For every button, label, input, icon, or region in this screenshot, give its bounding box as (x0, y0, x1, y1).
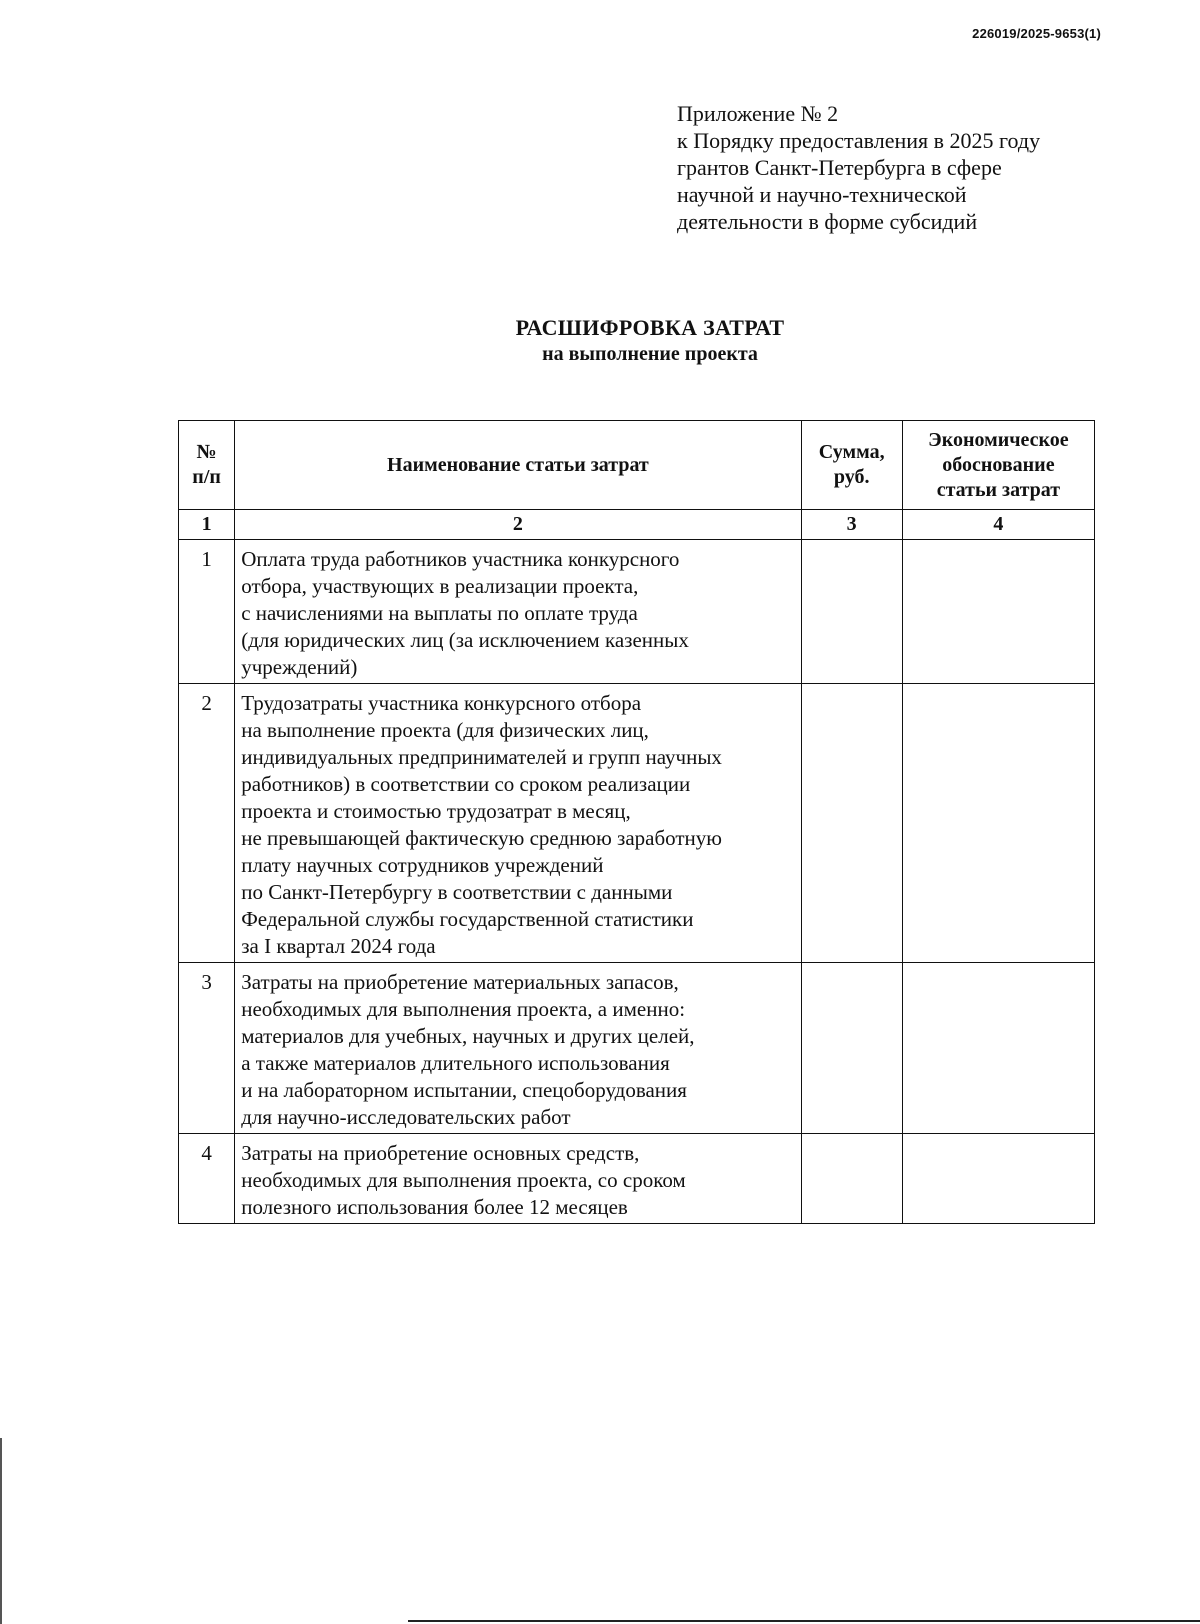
cost-item-line: не превышающей фактическую среднюю заработную (241, 826, 722, 850)
appendix-line: деятельности в форме субсидий (677, 209, 978, 234)
document-id: 226019/2025-9653(1) (972, 26, 1101, 41)
row-number: 1 (179, 540, 235, 684)
header-no-line: № (196, 441, 217, 463)
cost-item-line: Оплата труда работников участника конкурсного (241, 547, 680, 571)
column-number-row (179, 510, 1095, 540)
appendix-line: к Порядку предоставления в 2025 году (677, 128, 1041, 153)
header-justification-line: обоснование (942, 453, 1055, 476)
justification-cell (902, 540, 1094, 684)
header-no-line: п/п (192, 466, 221, 488)
document-title: РАСШИФРОВКА ЗАТРАТ (515, 315, 785, 340)
cost-item-name (235, 963, 801, 1134)
cost-item-line: а также материалов длительного использования (241, 1051, 670, 1075)
sum-cell (801, 963, 902, 1134)
cost-item-line: материалов для учебных, научных и других целей, (241, 1024, 695, 1048)
cost-item-line: Трудозатраты участника конкурсного отбора (241, 691, 642, 715)
justification-cell (902, 963, 1094, 1134)
cost-item-line: Затраты на приобретение материальных запасов, (241, 970, 679, 994)
appendix-line: грантов Санкт-Петербурга в сфере (677, 155, 1002, 180)
document-subtitle: на выполнение проекта (542, 343, 758, 365)
table-row (179, 540, 1095, 684)
cost-item-line: учреждений) (241, 655, 358, 679)
appendix-line: Приложение № 2 (677, 101, 839, 126)
sum-cell (801, 540, 902, 684)
header-justification-line: статьи затрат (936, 478, 1061, 501)
header-sum (801, 421, 902, 510)
cost-item-line: и на лабораторном испытании, спецоборудования (241, 1078, 687, 1102)
cost-item-line: (для юридических лиц (за исключением казенных (241, 628, 689, 652)
header-sum-line: руб. (833, 466, 870, 488)
justification-cell (902, 1134, 1094, 1224)
cost-item-line: на выполнение проекта (для физических лиц, (241, 718, 649, 742)
cost-item-line: полезного использования более 12 месяцев (241, 1195, 628, 1219)
scan-edge-mark (0, 1438, 2, 1624)
appendix-note (677, 100, 1040, 235)
cost-item-line: работников) в соответствии со сроком реализации (241, 772, 691, 796)
column-number: 3 (801, 510, 902, 540)
cost-item-line: необходимых для выполнения проекта, со сроком (241, 1168, 686, 1192)
column-number: 4 (902, 510, 1094, 540)
header-justification-line: Экономическое (928, 428, 1069, 451)
title-block (0, 314, 1200, 366)
scan-bottom-line (408, 1620, 1200, 1622)
column-number: 2 (235, 510, 801, 540)
cost-item-line: отбора, участвующих в реализации проекта, (241, 574, 639, 598)
appendix-line: научной и научно-технической (677, 182, 967, 207)
cost-item-line: Федеральной службы государственной статистики (241, 907, 694, 931)
row-number: 3 (179, 963, 235, 1134)
cost-item-name (235, 1134, 801, 1224)
cost-item-line: необходимых для выполнения проекта, а именно: (241, 997, 686, 1021)
cost-item-line: проекта и стоимостью трудозатрат в месяц, (241, 799, 631, 823)
header-name: Наименование статьи затрат (235, 421, 801, 510)
cost-item-name (235, 684, 801, 963)
header-sum-line: Сумма, (818, 441, 885, 463)
cost-item-name (235, 540, 801, 684)
cost-item-line: плату научных сотрудников учреждений (241, 853, 604, 877)
cost-item-line: Затраты на приобретение основных средств, (241, 1141, 640, 1165)
sum-cell (801, 1134, 902, 1224)
cost-item-line: за I квартал 2024 года (241, 934, 436, 958)
row-number: 2 (179, 684, 235, 963)
table-row (179, 1134, 1095, 1224)
cost-breakdown-table (178, 420, 1095, 1224)
cost-item-line: индивидуальных предпринимателей и групп научных (241, 745, 722, 769)
table-row (179, 684, 1095, 963)
column-number: 1 (179, 510, 235, 540)
justification-cell (902, 684, 1094, 963)
sum-cell (801, 684, 902, 963)
cost-item-line: с начислениями на выплаты по оплате труда (241, 601, 638, 625)
cost-item-line: для научно-исследовательских работ (241, 1105, 571, 1129)
table-header-row (179, 421, 1095, 510)
header-justification (902, 421, 1094, 510)
table-row (179, 963, 1095, 1134)
header-no (179, 421, 235, 510)
cost-item-line: по Санкт-Петербургу в соответствии с данными (241, 880, 673, 904)
row-number: 4 (179, 1134, 235, 1224)
